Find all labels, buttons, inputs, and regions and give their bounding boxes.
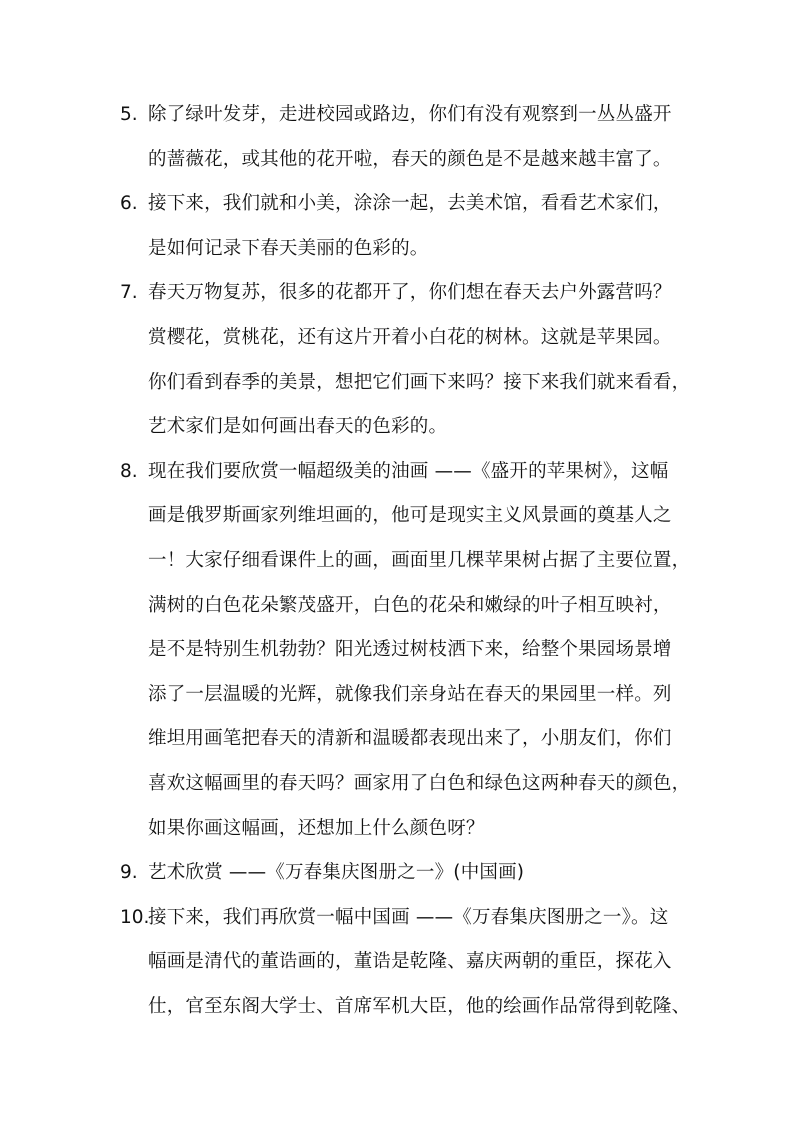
list-item-number: 9. [120,862,138,884]
list-item [0,450,794,851]
list-item-line: 现在我们要欣赏一幅超级美的油画 ——《盛开的苹果树》，这幅 [148,460,669,482]
list-item-line: 满树的白色花朵繁茂盛开，白色的花朵和嫩绿的叶子相互映衬， [148,594,672,616]
list-item-line: 幅画是清代的董诰画的，董诰是乾隆、嘉庆两朝的重臣，探花入 [148,951,672,973]
list-item-line: 的蔷薇花，或其他的花开啦，春天的颜色是不是越来越丰富了。 [148,148,672,170]
list-item-line: 喜欢这幅画里的春天吗？画家用了白色和绿色这两种春天的颜色， [148,772,691,794]
list-item-line: 是不是特别生机勃勃？阳光透过树枝洒下来，给整个果园场景增 [148,639,672,661]
list-item-line: 仕，官至东阁大学士、首席军机大臣，他的绘画作品常得到乾隆、 [148,995,691,1017]
list-item-line: 春天万物复苏，很多的花都开了，你们想在春天去户外露营吗？ [148,282,672,304]
list-item-line: 如果你画这幅画，还想加上什么颜色呀？ [148,817,485,839]
list-item [0,896,794,1030]
list-item-line: 除了绿叶发芽，走进校园或路边，你们有没有观察到一丛丛盛开 [148,104,672,125]
numbered-list [0,93,794,1029]
list-item-line: 艺术欣赏 ——《万春集庆图册之一》(中国画) [148,862,525,884]
list-item-line: 添了一层温暖的光辉，就像我们亲身站在春天的果园里一样。列 [148,683,672,705]
list-item-number: 6. [120,193,138,215]
list-item-line: 接下来，我们就和小美，涂涂一起，去美术馆，看看艺术家们， [148,193,672,215]
list-item-number: 8. [120,460,138,482]
list-item-line: 艺术家们是如何画出春天的色彩的。 [148,416,448,438]
list-item-line: 一！大家仔细看课件上的画，画面里几棵苹果树占据了主要位置， [148,549,691,571]
list-item [0,271,794,449]
list-item-line: 赏樱花，赏桃花，还有这片开着小白花的树林。这就是苹果园。 [148,326,672,348]
list-item [0,182,794,271]
list-item-line: 是如何记录下春天美丽的色彩的。 [148,237,429,259]
list-item-line: 维坦用画笔把春天的清新和温暖都表现出来了，小朋友们，你们 [148,728,672,750]
list-item [0,93,794,182]
list-item-line: 接下来，我们再欣赏一幅中国画 ——《万春集庆图册之一》。这 [148,906,669,928]
list-item-number: 7. [120,282,138,304]
list-item-number: 5. [120,104,138,125]
list-item-line: 你们看到春季的美景，想把它们画下来吗？接下来我们就来看看， [148,371,691,393]
list-item-number: 10. [120,906,150,928]
list-item-line: 画是俄罗斯画家列维坦画的，他可是现实主义风景画的奠基人之 [148,505,672,527]
list-item [0,851,794,896]
